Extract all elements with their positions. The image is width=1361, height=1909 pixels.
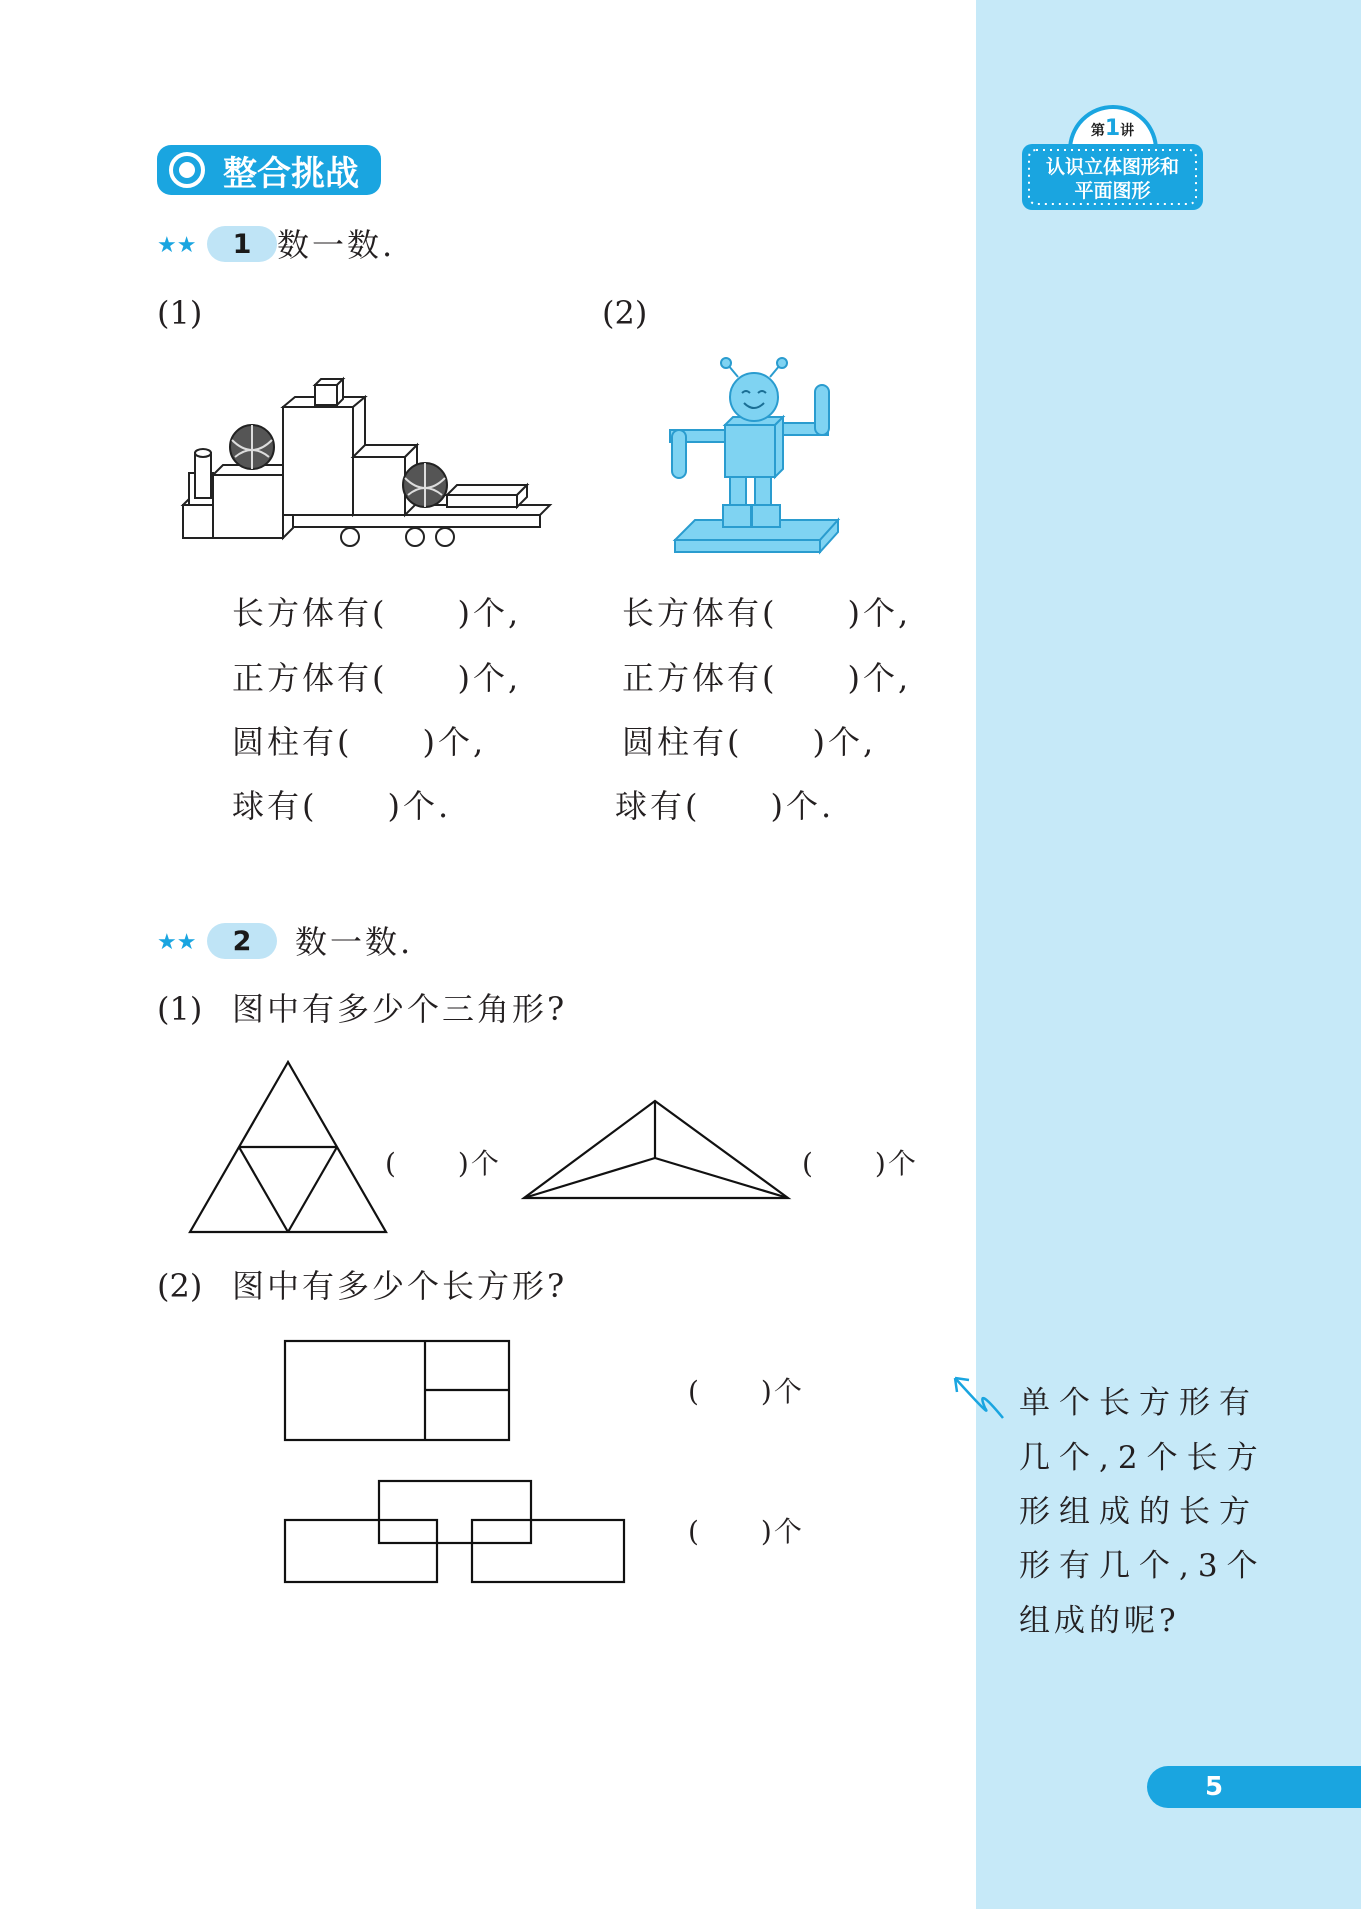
page-number: 5 <box>1147 1766 1361 1808</box>
hint-line-2: 几个,2个长方 <box>1019 1440 1267 1476</box>
lecture-title-line2: 平面图形 <box>1074 180 1151 202</box>
lecture-prefix: 第 <box>1090 123 1105 139</box>
q1-part2-line-3[interactable]: 圆柱有( )个, <box>622 723 877 761</box>
q2-part1-label: (1) <box>157 990 203 1028</box>
section-title-text: 整合挑战 <box>223 153 359 194</box>
q1-part1-line-1[interactable]: 长方体有( )个, <box>232 594 522 632</box>
q1-part2-line-4[interactable]: 球有( )个. <box>615 787 835 825</box>
lecture-number: 1 <box>1104 116 1121 141</box>
target-icon <box>167 148 215 192</box>
robot-illustration <box>660 355 860 565</box>
q1-part2-line-1[interactable]: 长方体有( )个, <box>622 594 912 632</box>
section-title <box>157 145 381 195</box>
q2-part1-text: 图中有多少个三角形? <box>232 990 568 1028</box>
q1-part1-line-3[interactable]: 圆柱有( )个, <box>232 723 487 761</box>
triangle-figure-1 <box>185 1060 390 1235</box>
hint-line-3: 形组成的长方 <box>1019 1494 1259 1530</box>
q2-part2-blank-2[interactable]: ( )个 <box>688 1515 804 1548</box>
q2-part2-label: (2) <box>157 1267 203 1305</box>
rectangle-figure-1 <box>282 1338 512 1443</box>
lecture-badge <box>1020 92 1205 212</box>
q1-stars: ★★ <box>157 233 197 258</box>
q2-part1-blank-2[interactable]: ( )个 <box>802 1147 918 1180</box>
hint-line-4: 形有几个,3个 <box>1019 1548 1267 1584</box>
q1-part2-line-2[interactable]: 正方体有( )个, <box>622 659 912 697</box>
q1-part1-line-2[interactable]: 正方体有( )个, <box>232 659 522 697</box>
lecture-title-line1: 认识立体图形和 <box>1045 156 1179 178</box>
q1-part1-label: (1) <box>157 294 203 332</box>
q1-part2-label: (2) <box>602 294 648 332</box>
lecture-suffix: 讲 <box>1120 123 1135 139</box>
q2-part2-blank-1[interactable]: ( )个 <box>688 1375 804 1408</box>
solids-illustration <box>175 365 555 565</box>
q2-part1-blank-1[interactable]: ( )个 <box>385 1147 501 1180</box>
hint-line-1: 单个长方形有 <box>1019 1385 1259 1421</box>
q2-stars: ★★ <box>157 930 197 955</box>
q2-part2-text: 图中有多少个长方形? <box>232 1267 568 1305</box>
q2-prompt: 数一数. <box>295 923 414 961</box>
q1-part1-line-4[interactable]: 球有( )个. <box>232 787 452 825</box>
hint-line-5: 组成的呢? <box>1019 1603 1180 1639</box>
hint-arrow-icon <box>945 1370 1010 1422</box>
rectangle-figure-2 <box>282 1478 627 1586</box>
triangle-figure-2 <box>520 1095 795 1205</box>
q1-prompt: 数一数. <box>277 226 396 264</box>
q2-number-badge: 2 <box>207 923 277 959</box>
q1-number-badge: 1 <box>207 226 277 262</box>
